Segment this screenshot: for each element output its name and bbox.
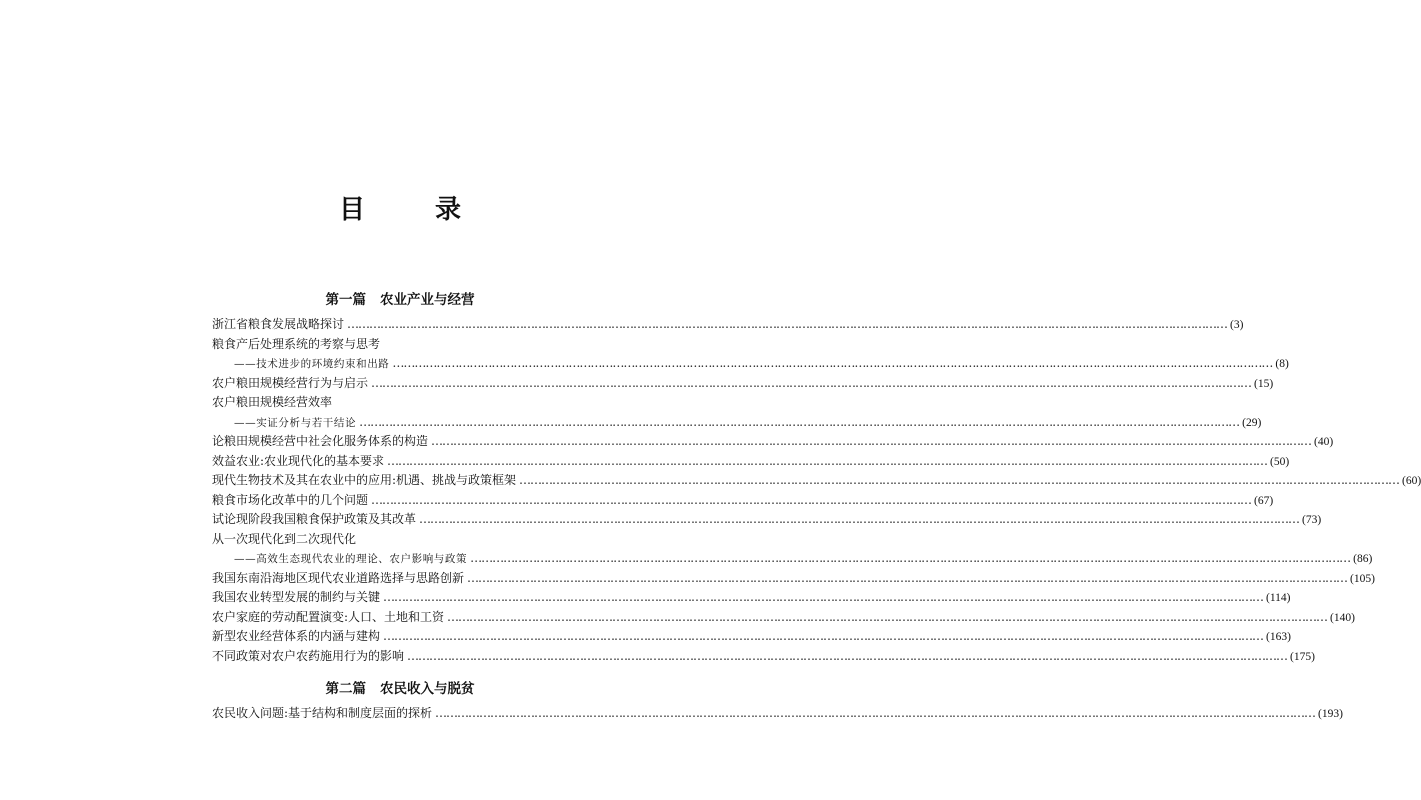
section-part-label: 第二篇 — [325, 681, 366, 697]
page-number: (175) — [1290, 650, 1315, 663]
section-heading — [212, 674, 588, 704]
page-number: (163) — [1266, 631, 1291, 643]
toc-entry-title: 现代生物技术及其在农业中的应用:机遇、挑战与政策框架 — [212, 473, 517, 487]
page-number: (15) — [1254, 377, 1274, 390]
page-number: (193) — [1318, 708, 1343, 720]
toc-entry-title[interactable]: 农户粮田规模经营效率 — [212, 395, 333, 409]
toc-entry-title[interactable]: 粮食产后处理系统的考察与思考 — [212, 336, 381, 351]
toc-entry-title: 我国东南沿海地区现代农业道路选择与思路创新 — [212, 570, 465, 585]
toc-entry-title: 粮食市场化改革中的几个问题 — [212, 492, 369, 507]
toc-entry[interactable] — [212, 549, 1373, 569]
page-number: (105) — [1350, 572, 1375, 585]
toc-entry-title: 农户家庭的劳动配置演变:人口、土地和工资 — [212, 609, 445, 624]
dot-leader: …………………………………………………………………………………………………………………………………………………………………………………………………………………… — [419, 512, 1300, 526]
page-number: (73) — [1302, 514, 1322, 526]
toc-entry[interactable] — [212, 452, 1290, 472]
toc-entry-subtitle: ——实证分析与若干结论 — [234, 416, 357, 429]
toc-entry[interactable] — [212, 588, 1291, 608]
toc-entry[interactable] — [212, 315, 1244, 335]
toc-entry-title: 不同政策对农户农药施用行为的影响 — [212, 648, 405, 663]
toc-entry-title: 农户粮田规模经营行为与启示 — [212, 375, 369, 390]
toc-entry[interactable] — [212, 413, 1262, 433]
dot-leader: …………………………………………………………………………………………………………………………………………………………………………………………………………………… — [447, 609, 1328, 624]
page-number: (67) — [1254, 494, 1274, 507]
dot-leader: …………………………………………………………………………………………………………………………………………………………………………………………………………………… — [383, 629, 1264, 643]
toc-entry[interactable] — [212, 471, 1421, 491]
toc-entry-title: 效益农业:农业现代化的基本要求 — [212, 453, 385, 468]
dot-leader: …………………………………………………………………………………………………………………………………………………………………………………………………………………… — [383, 590, 1264, 604]
dot-leader: …………………………………………………………………………………………………………………………………………………………………………………………………………………… — [359, 414, 1240, 429]
section-heading — [212, 285, 588, 315]
toc-entry[interactable] — [212, 354, 1289, 374]
section-spacer — [212, 666, 588, 674]
page-number: (140) — [1330, 611, 1355, 624]
toc-entry[interactable] — [212, 569, 1375, 589]
dot-leader: …………………………………………………………………………………………………………………………………………………………………………………………………………………… — [392, 356, 1273, 370]
section-name: 农业产业与经营 — [380, 292, 475, 308]
dot-leader: …………………………………………………………………………………………………………………………………………………………………………………………………………………… — [435, 706, 1316, 720]
page-number: (8) — [1275, 358, 1289, 370]
toc-entry[interactable] — [212, 627, 1291, 647]
page-number: (29) — [1242, 416, 1262, 429]
page-number: (60) — [1402, 475, 1421, 487]
dot-leader: …………………………………………………………………………………………………………………………………………………………………………………………………………………… — [431, 434, 1312, 448]
toc-entry-title[interactable]: 从一次现代化到二次现代化 — [212, 531, 357, 546]
dot-leader: …………………………………………………………………………………………………………………………………………………………………………………………………………………… — [467, 570, 1348, 585]
toc-entry-title: 试论现阶段我国粮食保护政策及其改革 — [212, 512, 417, 526]
toc-entry-subtitle: ——高效生态现代农业的理论、农户影响与政策 — [234, 553, 468, 565]
dot-leader: …………………………………………………………………………………………………………………………………………………………………………………………………………………… — [371, 492, 1252, 507]
table-of-contents — [212, 285, 1421, 724]
toc-entry-title: 我国农业转型发展的制约与关键 — [212, 590, 381, 604]
dot-leader: …………………………………………………………………………………………………………………………………………………………………………………………………………………… — [347, 317, 1228, 331]
toc-entry[interactable] — [212, 432, 1334, 452]
page-number: (3) — [1230, 319, 1244, 331]
toc-entry[interactable] — [212, 510, 1322, 530]
dot-leader: …………………………………………………………………………………………………………………………………………………………………………………………………………………… — [371, 375, 1252, 390]
toc-entry-title: 论粮田规模经营中社会化服务体系的构造 — [212, 434, 429, 448]
page-title: 目 录 — [338, 195, 483, 225]
page-number: (50) — [1270, 455, 1290, 468]
page-number: (86) — [1353, 553, 1373, 565]
toc-entry[interactable] — [212, 608, 1355, 628]
toc-entry[interactable] — [212, 704, 1343, 724]
page-number: (40) — [1314, 436, 1334, 448]
toc-entry-subtitle: ——技术进步的环境约束和出路 — [234, 358, 390, 370]
section-part-label: 第一篇 — [325, 292, 366, 308]
page-number: (114) — [1266, 592, 1291, 604]
toc-entry[interactable] — [212, 647, 1315, 667]
dot-leader: …………………………………………………………………………………………………………………………………………………………………………………………………………………… — [470, 551, 1351, 565]
section-name: 农民收入与脱贫 — [380, 681, 475, 697]
toc-entry-title: 浙江省粮食发展战略探讨 — [212, 317, 345, 331]
dot-leader: …………………………………………………………………………………………………………………………………………………………………………………………………………………… — [387, 453, 1268, 468]
dot-leader: …………………………………………………………………………………………………………………………………………………………………………………………………………………… — [407, 648, 1288, 663]
toc-entry-title: 新型农业经营体系的内涵与建构 — [212, 629, 381, 643]
toc-entry[interactable] — [212, 491, 1274, 511]
toc-entry[interactable] — [212, 374, 1274, 394]
toc-entry-title: 农民收入问题:基于结构和制度层面的探析 — [212, 706, 433, 720]
dot-leader: …………………………………………………………………………………………………………………………………………………………………………………………………………………… — [519, 473, 1400, 487]
